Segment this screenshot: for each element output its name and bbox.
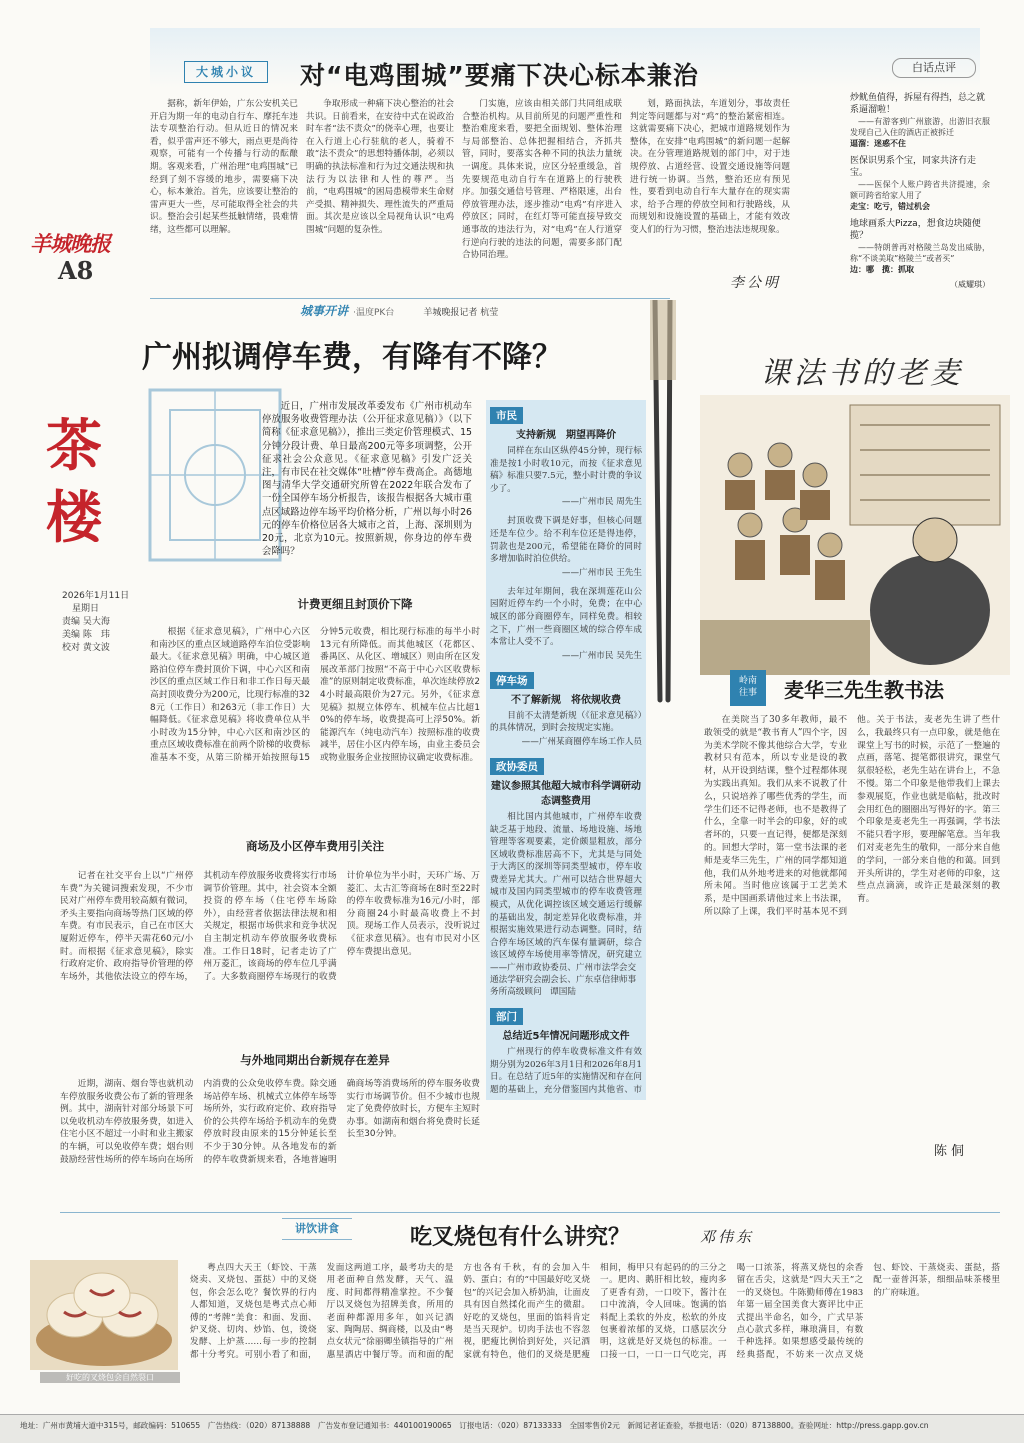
quote-list	[850, 92, 990, 290]
food-author: 邓伟东	[700, 1228, 755, 1246]
parking-title: 广州拟调停车费，有降有不降？	[142, 340, 562, 375]
voice-2	[490, 515, 642, 577]
column-tag: 大城小议	[184, 61, 268, 83]
section-heading-1: 计费更细且封顶价下降	[297, 597, 413, 611]
parking-lede: 近日，广州市发展改革委发布《广州市机动车停放服务收费管理办法（公开征求意见稿）》（以下简称《征求意见稿》），推出三类定价管理模式、15分钟分段计费、单日最高200元等多项调整，公开征求社会公众意见。《征求意见稿》引发广泛关注，有市民在社交媒体“吐槽”停车费高企。高德地图与清华大学交通研究所曾在2022年联合发布了一份全国停车场分析报告，该报告根据各大城市重点区域路边停车场平均价格分析，广州以每小时26元的停车价格位居各大城市之首，上海、深圳则为20元，北京为10元。按照新规，你身边的停车费会降吗？	[262, 401, 472, 558]
photo-caption: 好吃的叉烧包会自然裂口	[40, 1372, 180, 1383]
column-tag-sub: ·温度PK台	[353, 308, 395, 318]
section-text-2: 记者在社交平台上以“广州停车费”为关键词搜索发现，不少市民对广州停车费用较高颇有微词，矛头主要指向商场等热门区域的停车费。有市民表示，自己在市区大厦附近停车，停半天需花60元/小时。而根据《征求意见稿》，除实行政府定价、政府指导价管理的停车场外，其他依法设立的停车场，其机动车停放服务收费将实行市场调节价管理。其中，社会资本全额投资的停车场（住宅停车场除外），由经营者依据法律法规和相关规定，根据市场供求和竞争状况自主制定机动车停放服务收费标准。工作日18时，记者走访了广州万菱汇，该商场的停车位几乎满了。大多数商圈停车场现行的收费计价单位为半小时，天环广场、万菱汇、太古汇等商场在8时至22时的停车收费标准为16元/小时，部分商圈24小时最高收费上不封顶。现场工作人员表示，没听说过《征求意见稿》。也有市民对小区停车费提出意见。	[60, 871, 480, 982]
quote-tag: 白话点评	[892, 58, 976, 78]
quote-body: ——医保个人账户跨省共济提速，余额可跨省给家人用了	[850, 180, 990, 200]
voice-sign: ——广州市民 吴先生	[561, 650, 642, 661]
voice-1	[490, 404, 642, 507]
voice-body: 去年过年期间，我在深圳莲花山公园附近停车约一个小时，免费；在中心城区的部分商圈停车，同样免费。相较之下，广州一些商圈区域的综合停车成本常让人受不了。	[490, 586, 642, 648]
quote-byline: 逼溜：迷惑不住	[850, 139, 906, 148]
parking-byline: 羊城晚报记者 杭莹	[423, 308, 499, 318]
logo: 羊城晚报	[30, 232, 110, 256]
column-tag-name: 城事开讲	[300, 304, 349, 318]
section-title	[38, 410, 110, 554]
quote-sidebar	[840, 52, 990, 312]
issue-date: 2026年1月11日	[62, 591, 130, 601]
section-title-text: 茶楼	[46, 413, 102, 551]
section-text-1: 根据《征求意见稿》，广州中心六区和南沙区的重点区域道路停车泊位受影响最大。《征求意见稿》明确，中心城区道路泊位停车费封顶价下调，中心六区和南沙区的重点区域工作日和非工作日每天最高封顶收费分为200元，比现行标准的328元（工作日）和263元（非工作日）大幅降低。《征求意见稿》将收费单位从半小时改为15分钟，中心六区和南沙区的重点区域收费标准在前两个阶梯的收费标准基本不变，从第三阶梯开始按照每15分钟5元收费，相比现行标准的每半小时13元有所降低。而其他城区（花都区、番禺区、从化区、增城区）则由所在区发展改革部门按照“不高于中心六区收费标准”的原则制定收费标准，单次连续停放24小时最高限价为27元。另外，《征求意见稿》拟规立体停车、机械车位占比超10%的停车场，收费提高可上浮50%。新能源汽车（纯电动汽车）按照标准的收费减半，居住小区内停车场，由业主委员会或物业服务企业按照协议确定收费标准。	[150, 627, 480, 763]
art-author: 陈侗	[934, 1144, 969, 1159]
divider	[150, 298, 670, 299]
voice-heading: 不了解新规 将依规收费	[511, 694, 621, 706]
voice-5	[490, 755, 642, 997]
column-label-text: 岭南 往事	[738, 676, 757, 698]
top-story-title: 对“电鸡围城”要痛下决心标本兼治	[300, 61, 699, 90]
quote-item-3	[850, 218, 990, 275]
top-col-3: 门实施，应该由相关部门共同组成联合整治机构。从目前所见的问题严重性和整治难度来看，要把全面规划、整体治理与局部整治、总体把握相结合，齐抓共管，同时，要落实各种不同的执法力量统一调度。具体来说，应区分轻重缓急，首先要规范电动自行车在道路上的行驶秩序。加强交通信号管理、严格限速，出台停放管理办法，逐步推动“电鸡”有序进入停放区；同时，在红灯等可能直接导致交通事故的违法行为，对“电鸡”在人行道穿行逆向行驶的违法的问题，需要多部门配合协同治理。	[462, 99, 622, 261]
top-col-1: 据称，新年伊始，广东公安机关已开启为期一年的电动自行车、摩托车违法专项整治行动。但从近日的情况来看，似乎雷声还不够大，雨点更是尚待观察，可能有一个传播与行动的酝酿期。客观来看，广州治理“电鸡围城”已经到了刻不容缓的地步，需要痛下决心，标本兼治。首先，应该要让整治的雷声更大一些，尽可能取得全社会的共识。整治会引起某些抵触情绪，畏难情绪，这些都可以理解。	[150, 99, 298, 235]
parking-column-head	[300, 300, 540, 324]
quote-headline: 炒鱿鱼值得，拆屋有得挡，总之就系逼溜啦！	[850, 93, 986, 115]
art-title: 麦华三先生教书法	[784, 678, 944, 702]
section-heading-3: 与外地同期出台新规存在差异	[240, 1053, 390, 1067]
issue-weekday: 星期日	[72, 604, 100, 614]
top-col-4: 划，路面执法，车道划分，事故责任判定等问题都与对“鸡”的整治紧密相连。这就需要痛下决心，把城市道路规划作为整体，在安排“电鸡围城”的新问题一起解决。在分管理道路规划的部门中，对于违规停放、占道经营、设置交通设施等问题进行统一协调。当然，整治还应有预见性，要看到电动自行车大量存在的现实需求，给予合理的停放空间和行驶路线，从而规划和设施设置的基础上，才能有效改变人们的行为习惯，整治违法违规现象。	[630, 99, 790, 235]
voice-body: 相比国内其他城市，广州停车收费缺乏基于地段、流量、场地设施、场地管理等客观要素，定价颇显粗放，部分区域收费标准居高不下，尤其是与同处于大湾区的深圳等同类型城市，停车收费差异尤其大。广州可以结合世界超大城市及国内同类型城市的停车收费管理模式，从优化调控该区域交通运行缓解的基础出发，制定差异化收费标准，并根据实施效果进行动态调整。同时，结合停车场区域的汽车保有量调研，综合该区域停车场使用率等情况，研究建立	[490, 811, 642, 961]
top-col-2: 争取形成一种痛下决心整治的社会共识。日前看来，在安待中式在说政治时车者“法不责众”的侥幸心理，也要让在入行道上心行驻航的老人，骑着不敢“法不责众”的思想特播体制，必须以明确的执法标准和行为过交通法规和执法行为以法律和人性的尊严。当前，“电鸡围城”的困局患模带来生命财产受损、精神损失、理性流失的严重局面。其次是应该以全局视角认识“电鸡围城”问题的复杂性。	[306, 99, 454, 235]
quote-headline: 地球画系大Pizza，想食边块随便揽？	[850, 219, 981, 241]
voice-sign: ——广州市民 王先生	[561, 567, 642, 578]
quote-body: ——有游客到广州旅游，出游旧衣服发现自己入住的酒店正被拆迁	[850, 117, 990, 137]
food-tag-text: 讲饮讲食	[295, 1222, 339, 1235]
quote-body: ——特朗普再对格陵兰岛发出威胁，称“不谈美取”格陵兰“或者买”	[850, 243, 990, 263]
food-text: 粤点四大天王（虾饺、干蒸烧卖、叉烧包、蛋挞）中的叉烧包，你会怎么吃？餐饮界的行内人都知道，叉烧包是粤式点心师傅的“考牌”美食：和面、发面、炉叉烧、切肉、炒馅、包，烫烧发酵、上炉蒸……每一步的控制都十分考究。可别小看了和面，发面这两道工序，最考功夫的是用老面种自然发酵，天气、温度、时间都得精准掌控。不少餐厅以叉烧包为招牌美食，所用的老面种都源用多年，如兴记酒家、陶陶居、绸商楼，以及由“粤点女状元”徐丽卿坐镇指导的广州惠星酒店中餐厅等。而和面的配方也各有千秋，有的会加入牛奶、蛋白；有的“中国最好吃叉烧包”的兴记会加入桥奶油，让面皮具有因自然揉化而产生的微甜。好吃的叉烧包，里面的馅料肯定是当天现炉。切肉手法也不容忽视，肥瘦比例恰到好处，兴记酒家就有特色，他们的叉烧是肥瘦相间，梅甲只有起码的的三分之一。肥肉、鹅肝相比较，瘦肉多了更香有劲，一口咬下，酱汁在口中流淌，令人回味。饱满的馅料配上柔软的外皮，松软的外皮包裹着浓郁的叉烧，口感层次分明，这就是好叉烧包的标准。一口接一口，一口一口气吃完，再喝一口浓茶，将蒸叉烧包的余香留在舌尖，这就是“四大天王”之一的叉烧包。牛陈勤师傅在1983年第一届全国美食大赛评比中正式提出半命名，如今，广式早茶点心款式多样，琳琅满目，有数千种选择。如果想感受最传统的经典搭配，不妨来一次点叉烧包、虾饺、干蒸烧卖、蛋挞，搭配一壶普洱茶，细细品味茶楼里的广府味道。	[190, 1263, 1000, 1360]
voice-tag: 政协委员	[490, 758, 544, 775]
divider	[60, 1212, 1000, 1213]
page-number: A8	[58, 256, 94, 285]
chopsticks-decoration	[640, 300, 690, 720]
quote-headline: 医保识男系个宝，同家共济冇走宝。	[850, 156, 977, 178]
voice-body: 同样在东山区纵停45分钟，现行标准是按1小时收10元，而按《征求意见稿》标准只要7.5元，整小时计费的争议少了。	[490, 446, 642, 494]
voice-heading: 建议参照其他超大城市科学调研动态调整费用	[491, 780, 641, 807]
editor-3: 校对 黄文波	[62, 643, 110, 653]
voices-list	[490, 404, 642, 1094]
quote-byline: 边：哪 揽：抓取	[850, 265, 914, 274]
voice-tag: 市民	[490, 407, 523, 424]
voice-sign: ——广州市民 周先生	[561, 497, 642, 508]
voice-sign: ——广州市政协委员、广州市法学会交通法学研究会副会长、广东卓信律师事务所高级顾问 谭国陆	[490, 962, 637, 997]
voice-body: 目前不太清楚新规（《征求意见稿》）的具体情况，到时会按规定实施。	[490, 710, 642, 734]
column-label	[730, 670, 766, 706]
voice-4	[490, 669, 642, 747]
footer-text: 地址：广州市黄埔大道中315号，邮政编码：510655 广告热线：（020）87138888 广告发布登记通知书：440100190065 订报电话：（020）87133333 全国零售价2元 新闻记者证查验，举报电话：（020）87138800。查验网址：http://press.gapp.gov.cn	[20, 1421, 929, 1430]
voice-6	[490, 1005, 642, 1094]
editor-2: 美编 陈 玮	[62, 630, 110, 640]
issue-info	[62, 590, 142, 655]
food-title: 吃叉烧包有什么讲究？	[410, 1225, 631, 1250]
voice-body: 封顶收费下调是好事，但核心问题还是车位少。给不利车位还是得违停，罚款也是200元，希望能在降价的同时多增加临时泊位供给。	[490, 516, 642, 565]
classroom-illustration	[700, 395, 1010, 675]
voice-heading: 总结近5年情况问题形成文件	[502, 1030, 630, 1042]
quote-signature: （威耀琪）	[950, 280, 990, 289]
voice-tag: 部门	[490, 1008, 523, 1025]
editor-1: 责编 吴大海	[62, 617, 110, 627]
quote-byline: 走宝：吃亏，错过机会	[850, 202, 930, 211]
section-text-3: 近期，湖南、烟台等也就机动车停放服务收费公布了新的管理条例。其中，湖南针对部分场景下可以免收机动车停放服务费，如进入住宅小区不超过一小时和业主搬家的车辆，可以免收停车费；烟台则鼓励经营性场所的停车场向在场所内消费的公众免收停车费。除交通场站停车场、机械式立体停车场等场所外，实行政府定价、政府指导价的公共停车场给予机动车的免费停放时段由原来的15分钟延长至不少于30分钟。从各地发布的新的停车收费新规来看，各地普遍明确商场等消费场所的停车服务收费实行市场调节价。但不少城市也规定了免费停放时长，方便车主短时办事。如湖南和烟台将免费时长延长至30分钟。	[60, 1079, 480, 1165]
voice-tag: 停车场	[490, 672, 534, 689]
top-story-author: 李公明	[730, 275, 781, 291]
baozi-photo	[30, 1260, 178, 1370]
art-text: 在美院当了30多年教师，最不敢领受的就是“教书育人”四个字，因为美术学院不像其他综合大学，专业教材只有范本，所以专业是设的教材，从开设到结课，整个过程都体现为实践出真知。我们从来不说教了什么，只说培养了哪些优秀的学生，而学生们还不记得老师，也不是教得了什么，全靠一时半会的印象，好的或者坏的，只要一直记得，便都是深刻的。回想大学时，第一堂书法课的老师是麦华三先生，广州的同学都知道他，我们从外地考进来的对他就都闻所未闻。当时他应该属于工艺美术系，是中国画系请他过来上书法课，所以除了上课，我们平时基本见不到他。关于书法，麦老先生讲了些什么，我最终只有一点印象，就是他在课堂上写书的时候，示范了一整遍的点画，落笔、提笔都很讲究，课堂气氛很轻松，老先生站在讲台上，不急不慢。第二个印象是他带我们上课去参观展览，作业也就是临帖，批改时会用红色的圈圈出写得好的字。第三个印象是麦老先生一再强调，学书法不能只看字形，要理解笔意。当年我们对麦老先生的敬仰，一部分来自他的学问，一部分来自他的和蔼。回到开头所讲的，学生对老师的印象，这些点点滴滴，或许正是最深刻的教育。	[704, 715, 1000, 917]
calligraphy-title: 课法书的老麦	[760, 356, 964, 391]
quote-item-1	[850, 92, 990, 149]
voice-body: 广州现行的停车收费标准文件有效期分别为2026年3月1日和2026年8月1日。在总结了近5年的实施情况和存在问题的基础上，充分借鉴国内其他省、市	[490, 1046, 642, 1094]
voice-heading: 支持新规 期望再降价	[516, 430, 616, 441]
food-tag	[282, 1218, 352, 1240]
section-heading-2: 商场及小区停车费用引关注	[246, 839, 384, 853]
voice-3	[490, 586, 642, 661]
quote-item-2	[850, 155, 990, 212]
voice-sign: ——广州某商圈停车场工作人员	[521, 736, 642, 747]
